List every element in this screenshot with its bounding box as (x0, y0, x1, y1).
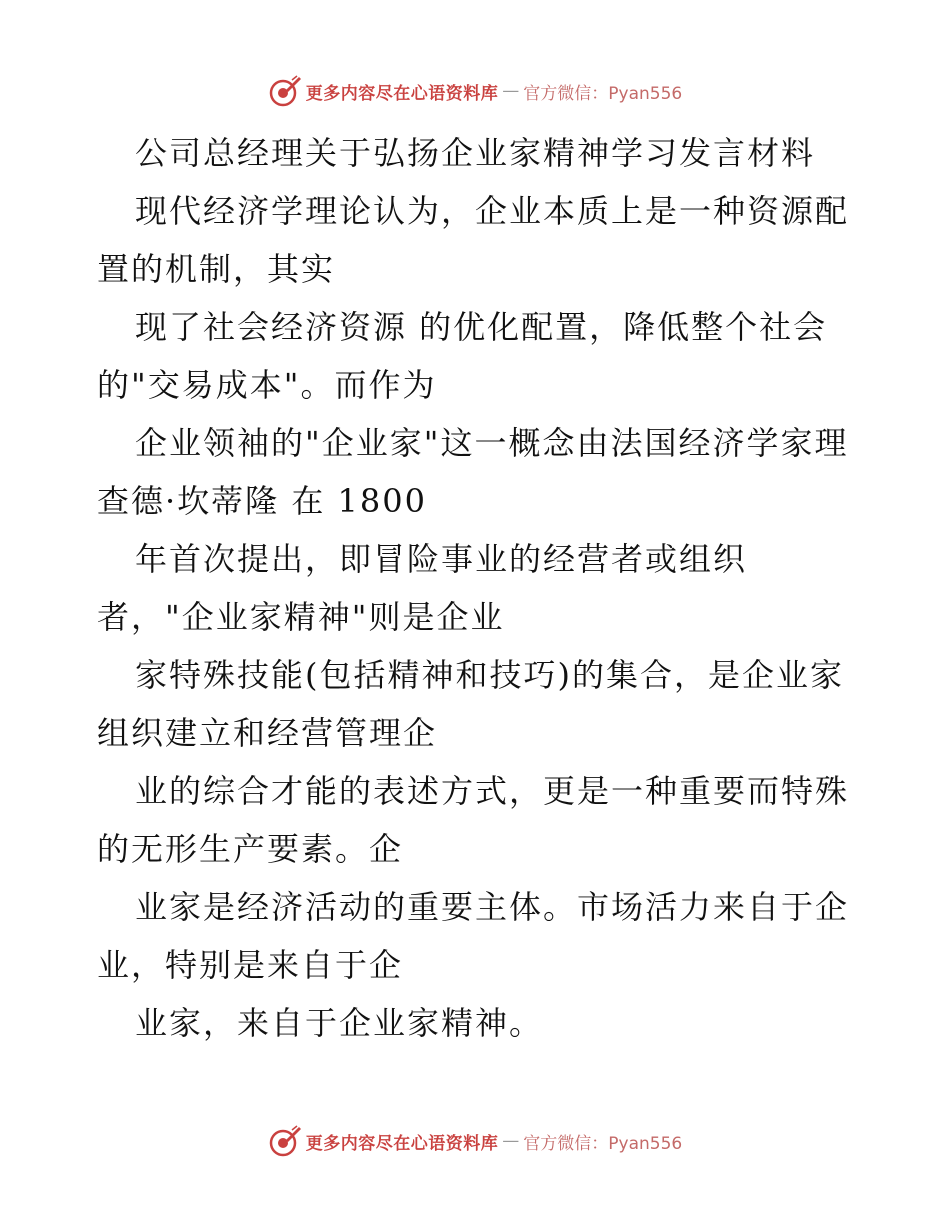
banner-separator: — (502, 81, 520, 101)
paragraph-line: 业，特别是来自于企 (97, 946, 404, 984)
document-body (97, 124, 857, 1052)
paragraph-line: 查德·坎蒂隆 在 1800 (97, 482, 427, 520)
document-title: 公司总经理关于弘扬企业家精神学习发言材料 (135, 134, 816, 172)
banner-wechat-text: 官方微信：Pyan556 (523, 83, 683, 104)
paragraph-line: 的无形生产要素。企 (97, 830, 404, 868)
header-banner (0, 74, 950, 108)
paragraph-line: 者，"企业家精神"则是企业 (97, 598, 505, 636)
paragraph-line: 置的机制，其实 (97, 250, 336, 288)
banner-main-text: 更多内容尽在心语资料库 (305, 1133, 499, 1154)
quill-logo-icon (268, 1124, 302, 1158)
paragraph-line: 业的综合才能的表述方式，更是一种重要而特殊 (135, 772, 850, 810)
paragraph-line: 年首次提出，即冒险事业的经营者或组织 (135, 540, 748, 578)
paragraph-line: 组织建立和经营管理企 (97, 714, 438, 752)
paragraph-line: 家特殊技能(包括精神和技巧)的集合，是企业家 (135, 656, 844, 694)
paragraph-line: 现了社会经济资源 的优化配置，降低整个社会 (135, 308, 828, 346)
paragraph-line: 业家是经济活动的重要主体。市场活力来自于企 (135, 888, 850, 926)
banner-main-text: 更多内容尽在心语资料库 (305, 83, 499, 104)
banner-separator: — (502, 1131, 520, 1151)
paragraph-line: 的"交易成本"。而作为 (97, 366, 437, 404)
banner-wechat-text: 官方微信：Pyan556 (523, 1133, 683, 1154)
quill-logo-icon (268, 74, 302, 108)
paragraph-line: 业家，来自于企业家精神。 (135, 1004, 544, 1042)
footer-banner (0, 1124, 950, 1158)
paragraph-line: 企业领袖的"企业家"这一概念由法国经济学家理 (135, 424, 849, 462)
paragraph-line: 现代经济学理论认为，企业本质上是一种资源配 (135, 192, 850, 230)
